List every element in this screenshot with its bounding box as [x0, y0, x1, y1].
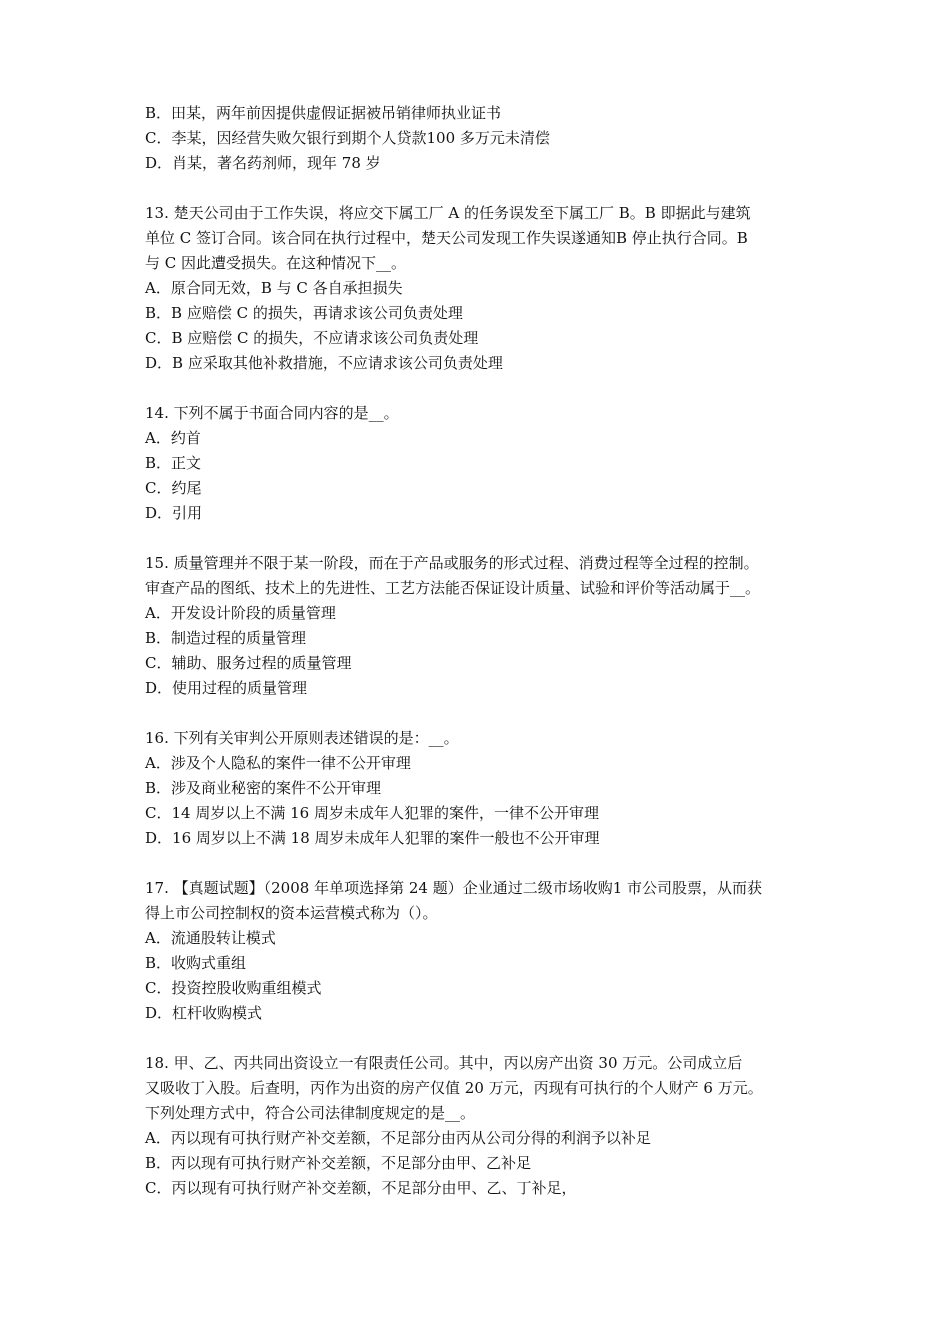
option-b: B．涉及商业秘密的案件不公开审理 — [145, 779, 382, 797]
question-stem — [145, 1051, 810, 1126]
option-a: A．开发设计阶段的质量管理 — [145, 604, 336, 622]
option-c: C．约尾 — [145, 479, 202, 497]
question-14 — [145, 401, 810, 526]
question-15 — [145, 551, 810, 701]
stem-line: 与 C 因此遭受损失。在这种情况下__。 — [145, 254, 407, 272]
question-stem — [145, 201, 810, 276]
question-16 — [145, 726, 810, 851]
question-13 — [145, 201, 810, 376]
option-b: B．收购式重组 — [145, 954, 247, 972]
option-c: C．B 应赔偿 C 的损失，不应请求该公司负责处理 — [145, 329, 479, 347]
option-b: B．田某，两年前因提供虚假证据被吊销律师执业证书 — [145, 104, 502, 122]
question-stem — [145, 876, 810, 926]
option-c: C．14 周岁以上不满 16 周岁未成年人犯罪的案件，一律不公开审理 — [145, 804, 599, 822]
question-stem — [145, 726, 810, 751]
option-d: D．16 周岁以上不满 18 周岁未成年人犯罪的案件一般也不公开审理 — [145, 829, 600, 847]
option-d: D．肖某，著名药剂师，现年 78 岁 — [145, 154, 381, 172]
stem-line: 16. 下列有关审判公开原则表述错误的是：__。 — [145, 729, 459, 747]
stem-line: 审查产品的图纸、技术上的先进性、工艺方法能否保证设计质量、试验和评价等活动属于__。 — [145, 579, 761, 597]
option-c: C．辅助、服务过程的质量管理 — [145, 654, 352, 672]
document-page — [145, 101, 810, 1201]
stem-line: 得上市公司控制权的资本运营模式称为（）。 — [145, 904, 438, 922]
stem-line: 15. 质量管理并不限于某一阶段，而在于产品或服务的形式过程、消费过程等全过程的控制。 — [145, 554, 759, 572]
option-a: A．原合同无效，B 与 C 各自承担损失 — [145, 279, 403, 297]
option-d: D．引用 — [145, 504, 203, 522]
option-a: A．涉及个人隐私的案件一律不公开审理 — [145, 754, 411, 772]
option-a: A．约首 — [145, 429, 201, 447]
option-c: C．投资控股收购重组模式 — [145, 979, 322, 997]
question-17 — [145, 876, 810, 1026]
option-a: A．丙以现有可执行财产补交差额，不足部分由丙从公司分得的利润予以补足 — [145, 1129, 651, 1147]
option-a: A．流通股转让模式 — [145, 929, 276, 947]
option-d: D．杠杆收购模式 — [145, 1004, 263, 1022]
stem-line: 单位 C 签订合同。该合同在执行过程中，楚天公司发现工作失误遂通知B 停止执行合同。B — [145, 229, 748, 247]
option-d: D．B 应采取其他补救措施，不应请求该公司负责处理 — [145, 354, 503, 372]
stem-line: 下列处理方式中，符合公司法律制度规定的是__。 — [145, 1104, 476, 1122]
option-b: B．制造过程的质量管理 — [145, 629, 307, 647]
stem-line: 18. 甲、乙、丙共同出资设立一有限责任公司。其中，丙以房产出资 30 万元。公司成立后 — [145, 1054, 743, 1072]
question-18 — [145, 1051, 810, 1201]
option-b: B．丙以现有可执行财产补交差额，不足部分由甲、乙补足 — [145, 1154, 532, 1172]
option-c: C．丙以现有可执行财产补交差额，不足部分由甲、乙、丁补足， — [145, 1179, 577, 1197]
option-b: B．正文 — [145, 454, 202, 472]
question-stem — [145, 401, 810, 426]
option-b: B．B 应赔偿 C 的损失，再请求该公司负责处理 — [145, 304, 463, 322]
option-c: C．李某，因经营失败欠银行到期个人贷款100 多万元未清偿 — [145, 129, 550, 147]
question-stem — [145, 551, 810, 601]
stem-line: 17. 【真题试题】（2008 年单项选择第 24 题）企业通过二级市场收购1 市公司股票，从而获 — [145, 879, 763, 897]
stem-line: 又吸收丁入股。后查明，丙作为出资的房产仅值 20 万元，丙现有可执行的个人财产 6 万元。 — [145, 1079, 763, 1097]
option-d: D．使用过程的质量管理 — [145, 679, 308, 697]
stem-line: 13. 楚天公司由于工作失误，将应交下属工厂 A 的任务误发至下属工厂 B。B 即据此与建筑 — [145, 204, 751, 222]
previous-question-options — [145, 101, 810, 176]
stem-line: 14. 下列不属于书面合同内容的是__。 — [145, 404, 399, 422]
